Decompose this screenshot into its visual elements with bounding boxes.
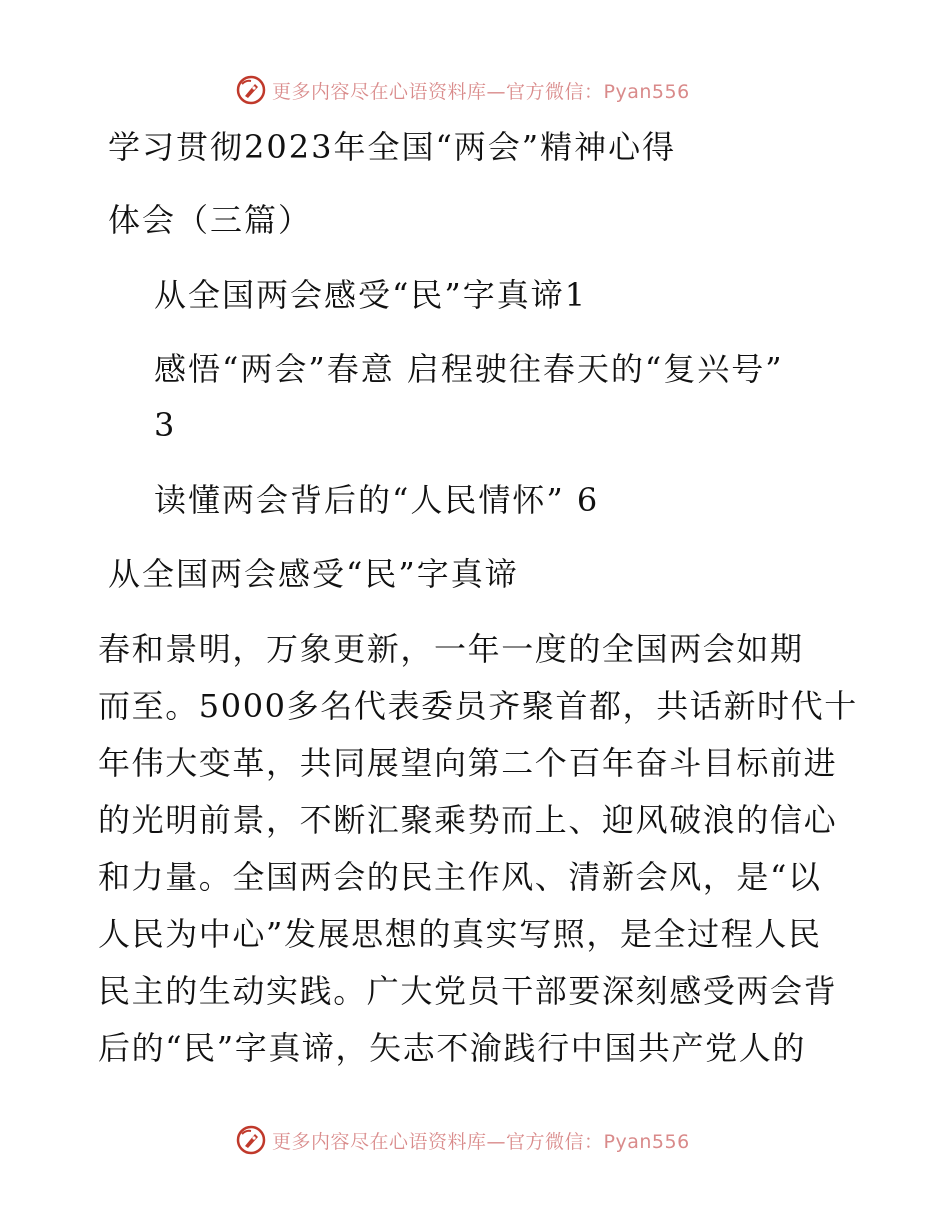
paragraph-line: 春和景明，万象更新，一年一度的全国两会如期 (98, 630, 804, 668)
banner-text: 更多内容尽在心语资料库—官方微信：Pyan556 (272, 1130, 690, 1153)
paragraph-line: 和力量。全国两会的民主作风、清新会风，是“以 (98, 858, 822, 896)
section-heading: 从全国两会感受“民”字真谛 (108, 555, 519, 593)
toc-item-2-page[interactable]: 3 (154, 406, 177, 444)
footer-banner (236, 1123, 690, 1157)
pen-nib-logo-icon (236, 75, 266, 105)
paragraph-line: 而至。5000多名代表委员齐聚首都，共话新时代十 (98, 687, 858, 725)
document-title-line-2: 体会（三篇） (108, 201, 313, 239)
toc-item-3[interactable]: 读懂两会背后的“人民情怀” 6 (154, 481, 600, 519)
toc-item-2[interactable]: 感悟“两会”春意 启程驶往春天的“复兴号” (154, 350, 784, 388)
banner-text: 更多内容尽在心语资料库—官方微信：Pyan556 (272, 80, 690, 103)
document-title-line-1: 学习贯彻2023年全国“两会”精神心得 (108, 128, 677, 166)
paragraph-line: 民主的生动实践。广大党员干部要深刻感受两会背 (98, 972, 838, 1010)
paragraph-line: 人民为中心”发展思想的真实写照，是全过程人民 (98, 915, 822, 953)
toc-item-1[interactable]: 从全国两会感受“民”字真谛1 (154, 276, 588, 314)
paragraph-line: 后的“民”字真谛，矢志不渝践行中国共产党人的 (98, 1029, 806, 1067)
header-banner (236, 73, 690, 107)
paragraph-line: 年伟大变革，共同展望向第二个百年奋斗目标前进 (98, 744, 838, 782)
paragraph-line: 的光明前景，不断汇聚乘势而上、迎风破浪的信心 (98, 801, 838, 839)
pen-nib-logo-icon (236, 1125, 266, 1155)
